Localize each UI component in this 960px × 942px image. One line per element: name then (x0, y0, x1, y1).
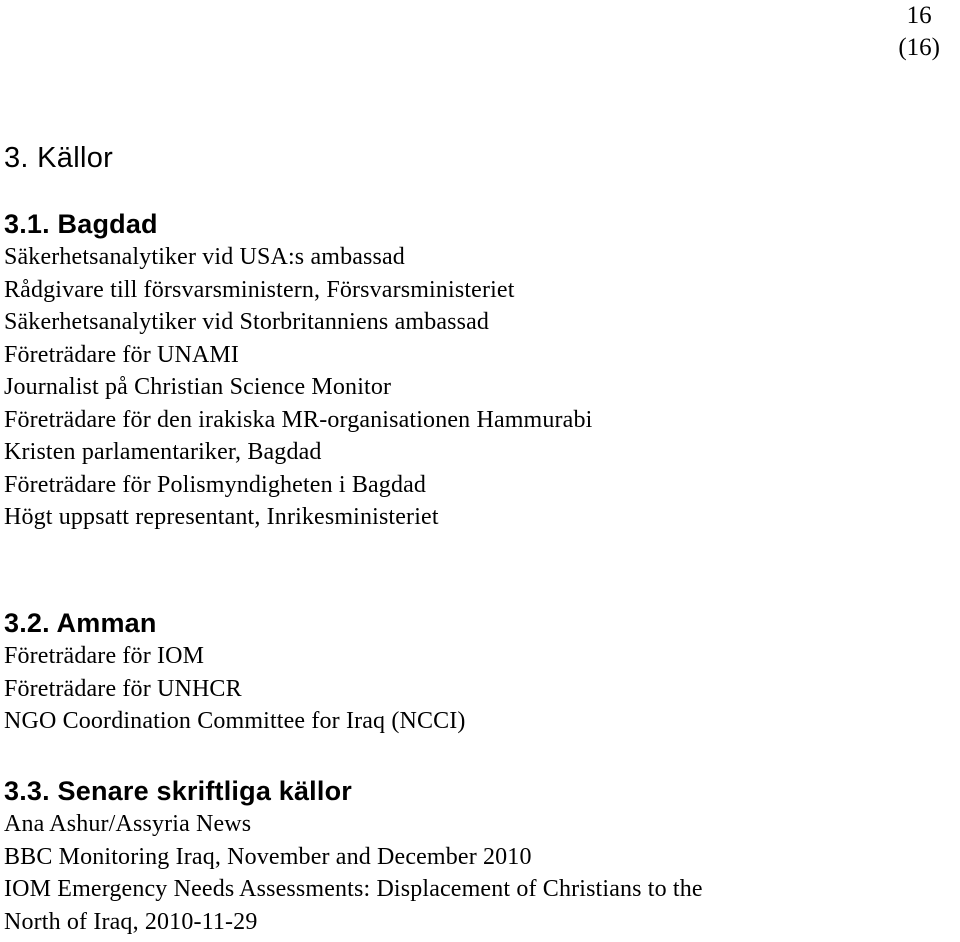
list-item: IOM Emergency Needs Assessments: Displacement of Christians to the (4, 876, 703, 902)
list-item: Kristen parlamentariker, Bagdad (4, 439, 322, 465)
list-item: Företrädare för UNHCR (4, 675, 242, 702)
list-item: Ana Ashur/Assyria News (4, 811, 252, 837)
list-item: Journalist på Christian Science Monitor (4, 374, 392, 400)
source-list (4, 808, 703, 938)
list-item: BBC Monitoring Iraq, November and December 2010 (4, 843, 532, 870)
source-list (4, 640, 466, 738)
list-item: Säkerhetsanalytiker vid Storbritanniens ambassad (4, 309, 490, 335)
page-number-total: (16) (898, 34, 940, 61)
page-number-current: 16 (906, 2, 932, 29)
list-item: Företrädare för UNAMI (4, 341, 240, 368)
list-item: Säkerhetsanalytiker vid USA:s ambassad (4, 244, 405, 270)
page-number (898, 0, 940, 64)
section-title: 3.3. Senare skriftliga källor (4, 776, 352, 806)
section-title: 3.2. Amman (4, 608, 157, 638)
source-list (4, 241, 592, 534)
list-item: Företrädare för IOM (4, 643, 205, 669)
list-item: North of Iraq, 2010-11-29 (4, 908, 258, 935)
list-item: Högt uppsatt representant, Inrikesministeriet (4, 504, 439, 530)
section-bagdad (4, 208, 592, 534)
list-item: Rådgivare till försvarsministern, Försvarsministeriet (4, 276, 515, 303)
section-written-sources (4, 775, 703, 938)
list-item: Företrädare för Polismyndigheten i Bagdad (4, 471, 427, 498)
list-item: NGO Coordination Committee for Iraq (NCCI) (4, 708, 466, 734)
list-item: Företrädare för den irakiska MR-organisationen Hammurabi (4, 406, 593, 433)
section-amman (4, 607, 466, 738)
chapter-heading: 3. Källor (4, 142, 114, 174)
section-title: 3.1. Bagdad (4, 209, 158, 239)
